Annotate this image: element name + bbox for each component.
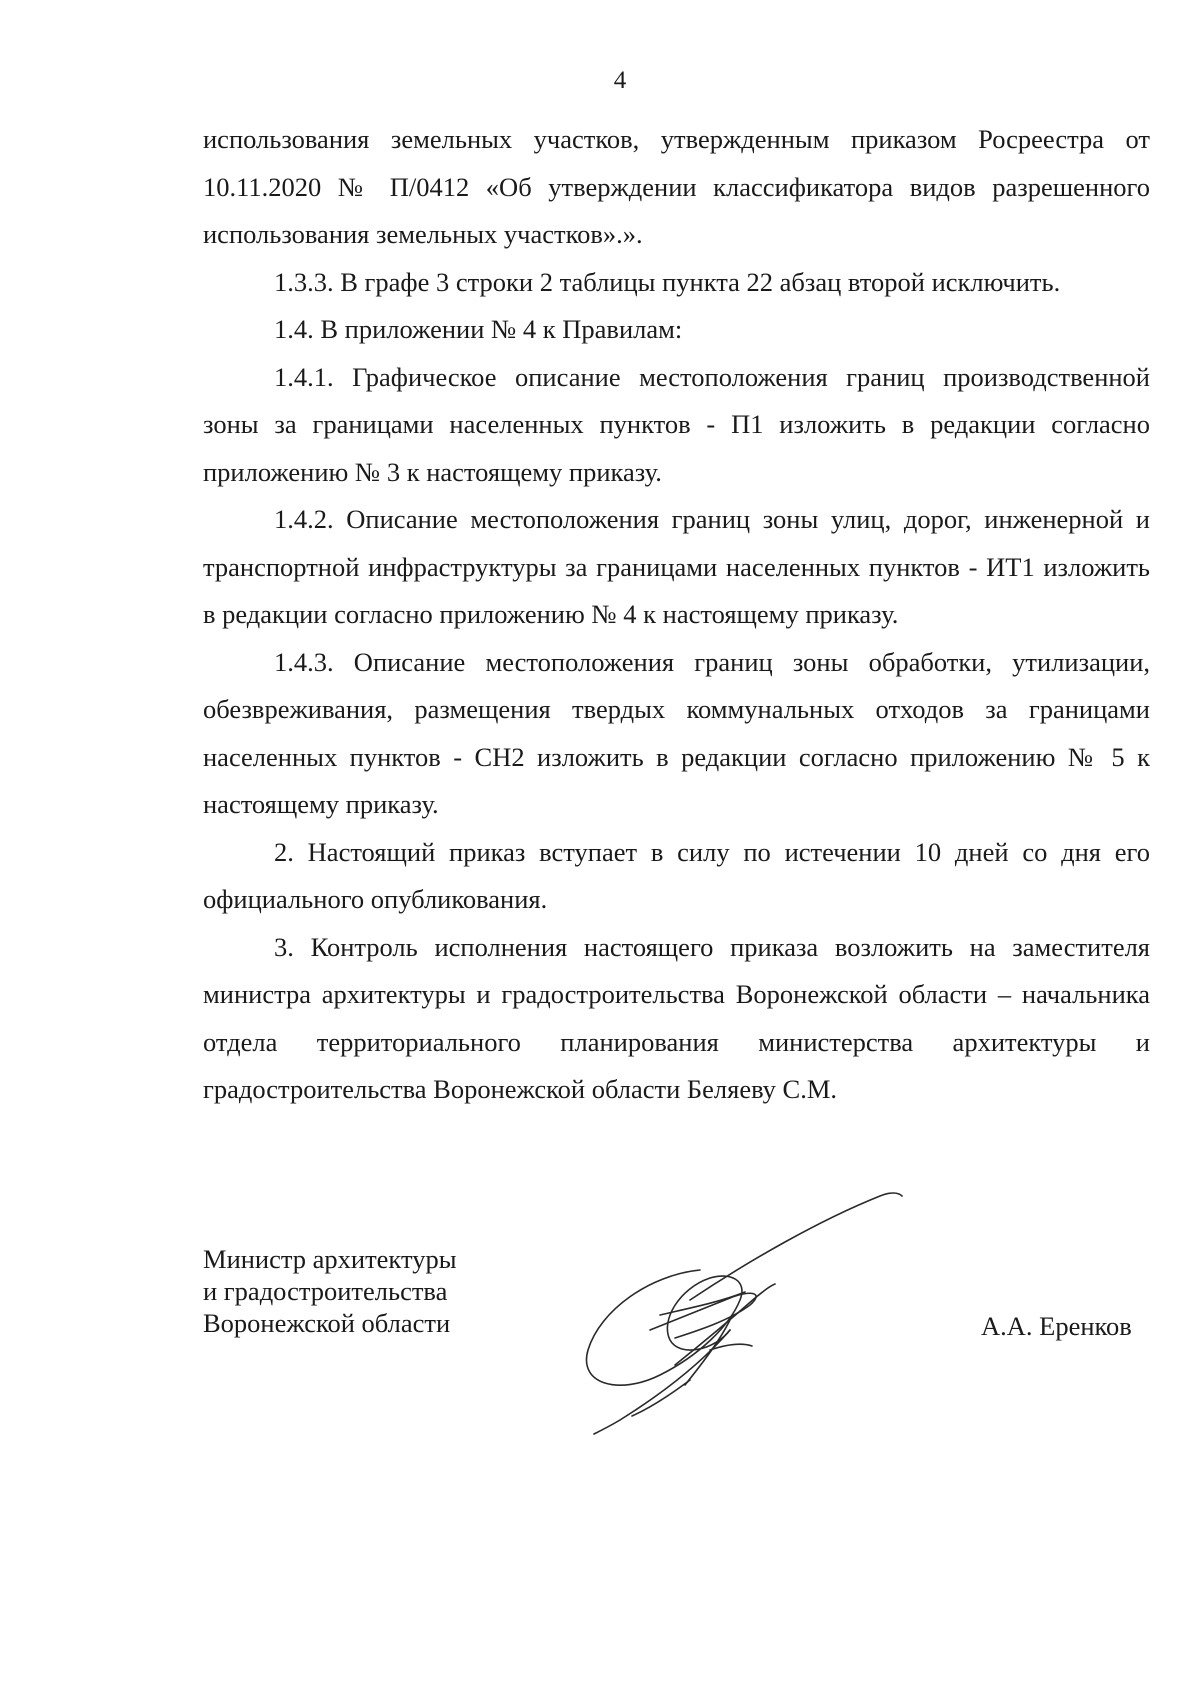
- paragraph-1-4-2: 1.4.2. Описание местоположения границ зоны улиц, дорог, инженерной и транспортной инфраструктуры за границами населенных пунктов - ИТ1 изложить в редакции согласно приложению № 4 к настоящему приказу.: [203, 504, 1150, 629]
- signer-position-line: Воронежской области: [203, 1308, 451, 1338]
- signer-position: [203, 1243, 457, 1339]
- page-number: 4: [613, 67, 627, 94]
- handwritten-signature: [580, 1180, 960, 1440]
- paragraph-1-4: 1.4. В приложении № 4 к Правилам:: [274, 314, 683, 344]
- paragraph-1-3-3: 1.3.3. В графе 3 строки 2 таблицы пункта 22 абзац второй исключить.: [274, 266, 1061, 297]
- paragraph-2: 2. Настоящий приказ вступает в силу по истечении 10 дней со дня его официального опубликования.: [203, 836, 1150, 914]
- document-body: [203, 116, 1150, 1114]
- signer-position-line: Министр архитектуры: [203, 1244, 457, 1274]
- paragraph-1-4-3: 1.4.3. Описание местоположения границ зоны обработки, утилизации, обезвреживания, размещения твердых коммунальных отходов за границами населенных пунктов - СН2 изложить в редакции согласно приложению № 5 к настоящему приказу.: [203, 646, 1150, 819]
- paragraph-3: 3. Контроль исполнения настоящего приказа возложить на заместителя министра архитектуры и градостроительства Воронежской области – начальника отдела территориального планирования министерства архитектуры и градостроительства Воронежской области Беляеву С.М.: [203, 931, 1150, 1104]
- signer-position-line: и градостроительства: [203, 1276, 448, 1306]
- signer-name: А.А. Еренков: [981, 1311, 1132, 1341]
- paragraph-continuation: использования земельных участков, утвержденным приказом Росреестра от 10.11.2020 № П/0412 «Об утверждении классификатора видов разрешенного использования земельных участков».».: [203, 124, 1150, 249]
- paragraph-1-4-1: 1.4.1. Графическое описание местоположения границ производственной зоны за границами населенных пунктов - П1 изложить в редакции согласно приложению № 3 к настоящему приказу.: [203, 361, 1150, 487]
